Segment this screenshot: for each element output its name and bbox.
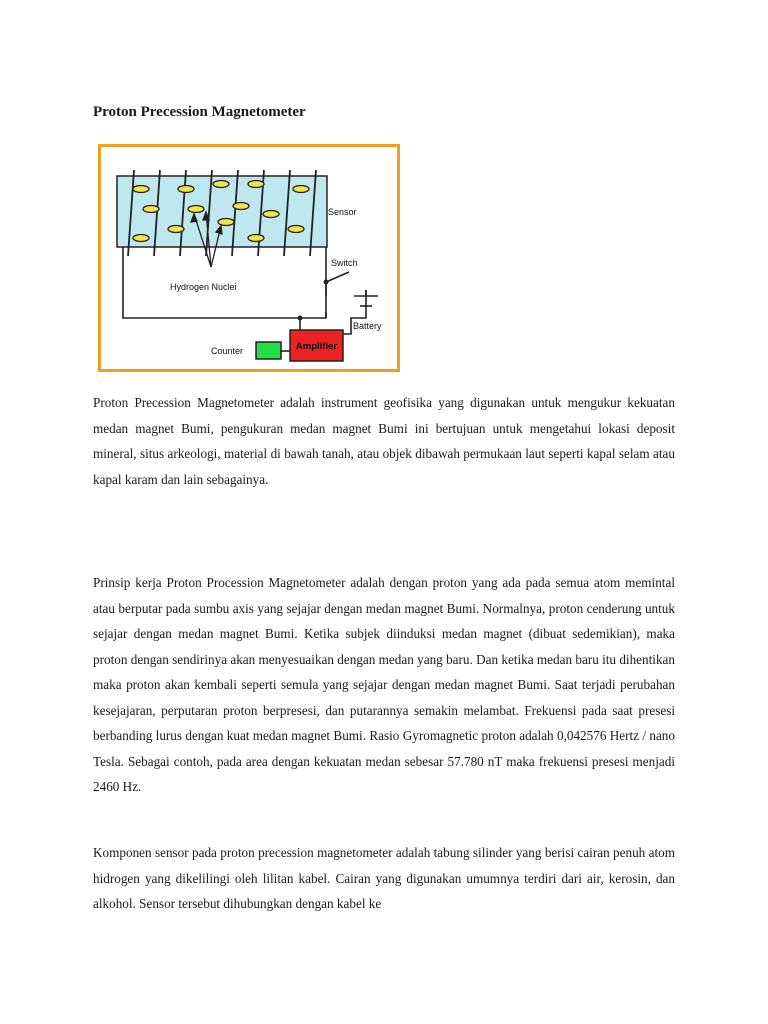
battery-label: Battery xyxy=(353,321,382,331)
switch-label: Switch xyxy=(331,258,358,268)
amplifier-label: Amplifier xyxy=(295,341,338,352)
sensor-label: Sensor xyxy=(328,207,357,217)
paragraph-components: Komponen sensor pada proton precession magnetometer adalah tabung silinder yang berisi cairan penuh atom hidrogen yang dikelilingi oleh lilitan kabel. Cairan yang digunakan umumnya terdiri dari air, kerosin, dan alkohol. Sensor tersebut dihubungkan dengan kabel ke xyxy=(93,845,675,911)
page-title: Proton Precession Magnetometer xyxy=(93,104,306,120)
paragraph-intro: Proton Precession Magnetometer adalah instrument geofisika yang digunakan untuk mengukur kekuatan medan magnet Bumi, pengukuran medan magnet Bumi ini bertujuan untuk mengetahui lokasi deposit mineral, situs arkeologi, material di bawah tanah, atau objek dibawah permukaan laut seperti kapal selam atau kapal karam dan lain sebagainya. xyxy=(93,395,675,487)
wire-junction xyxy=(324,280,329,285)
counter-label: Counter xyxy=(211,346,244,356)
counter-box xyxy=(256,342,281,359)
magnetometer-diagram xyxy=(98,144,400,372)
hydrogen-nuclei-label: Hydrogen Nuclei xyxy=(170,282,237,292)
paragraph-principle: Prinsip kerja Proton Procession Magnetometer adalah dengan proton yang ada pada semua atom memintal atau berputar pada sumbu axis yang sejajar dengan medan magnet Bumi. Normalnya, proton cenderung untuk sejajar dengan medan magnet Bumi. Ketika subjek diinduksi medan magnet (dibuat sedemikian), maka proton dengan sendirinya akan menyesuaikan dengan medan yang baru. Dan ketika medan baru itu dihentikan maka proton akan kembali seperti semula yang sejajar dengan medan magnet Bumi. Saat terjadi perubahan kesejajaran, perputaran proton berpresesi, dan putarannya semakin melambat. Frekuensi pada saat presesi berbanding lurus dengan kuat medan magnet Bumi. Rasio Gyromagnetic proton adalah 0,042576 Hertz / nano Tesla. Sebagai contoh, pada area dengan kekuatan medan sebesar 57.780 nT maka frekuensi presesi menjadi 2460 Hz. xyxy=(93,575,675,794)
wire-junction xyxy=(298,316,303,321)
